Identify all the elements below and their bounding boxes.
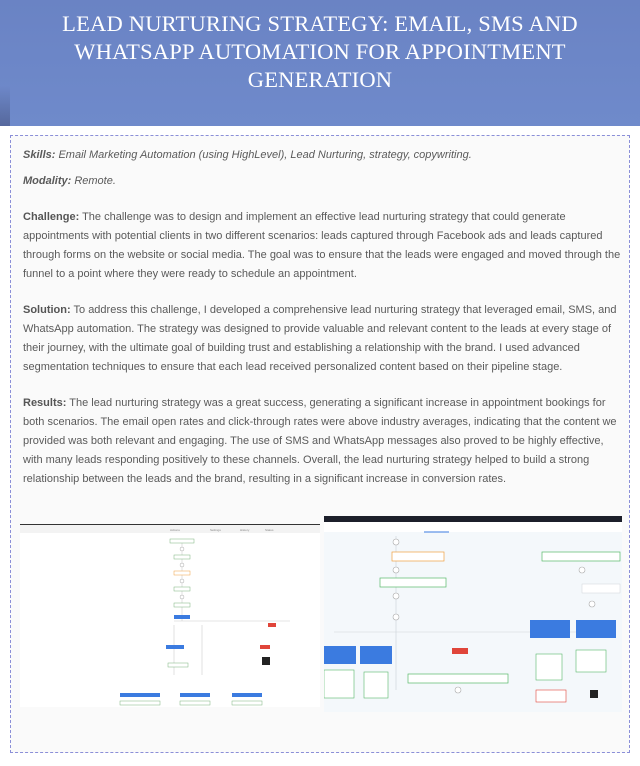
results-paragraph xyxy=(23,394,621,489)
results-label: Results: xyxy=(23,397,67,409)
workflow-diagram-overview xyxy=(20,525,320,707)
left-tab-actions: Actions xyxy=(170,528,180,532)
skills-line xyxy=(23,146,621,165)
left-tab-settings: Settings xyxy=(210,528,221,532)
left-tab-history: History xyxy=(240,528,250,532)
challenge-text: The challenge was to design and implement an effective lead nurturing strategy that could generate appointments with potential clients in two different scenarios: leads captured through Facebook ads and leads captured through forms on the website or social media. The goal was to ensure that the leads were engaged and moved through the funnel to a point where they were ready to schedule an appointment. xyxy=(23,211,621,280)
skills-label: Skills: xyxy=(23,149,56,161)
workflow-diagram-zoomed xyxy=(324,522,622,706)
workflow-screenshots xyxy=(20,516,622,706)
skills-text: Email Marketing Automation (using HighLevel), Lead Nurturing, strategy, copywriting. xyxy=(55,149,472,161)
page-title: LEAD NURTURING STRATEGY: EMAIL, SMS AND WHATSAPP AUTOMATION FOR APPOINTMENT GENERATION xyxy=(62,11,578,92)
case-study-card xyxy=(10,135,630,753)
workflow-screenshot-overview xyxy=(20,524,320,707)
results-text: The lead nurturing strategy was a great success, generating a significant increase in appointment bookings for both scenarios. The email open rates and click-through rates were above industry averages, indicating that the content we provided was both relevant and engaging. The use of SMS and WhatsApp messages also proved to be highly effective, with many leads responding positively to these channels. Overall, the lead nurturing strategy helped to build a strong relationship between the leads and the brand, resulting in a significant increase in conversion rates. xyxy=(23,397,617,485)
modality-label: Modality: xyxy=(23,175,72,187)
page-header xyxy=(0,0,640,126)
solution-text: To address this challenge, I developed a comprehensive lead nurturing strategy that leveraged email, SMS, and WhatsApp automation. The strategy was designed to provide valuable and relevant content to the leads at every stage of their journey, with the ultimate goal of building trust and establishing a relationship with the brand. I used advanced segmentation techniques to ensure that each lead received personalized content based on their pipeline stage. xyxy=(23,304,617,373)
left-tab-status: Status xyxy=(265,528,274,532)
modality-line xyxy=(23,172,621,191)
workflow-screenshot-zoomed xyxy=(324,516,622,712)
modality-text: Remote. xyxy=(71,175,116,187)
header-decoration xyxy=(0,86,10,126)
challenge-paragraph xyxy=(23,208,621,284)
challenge-label: Challenge: xyxy=(23,211,80,223)
solution-label: Solution: xyxy=(23,304,71,316)
case-study-content xyxy=(23,146,621,489)
solution-paragraph xyxy=(23,301,621,377)
